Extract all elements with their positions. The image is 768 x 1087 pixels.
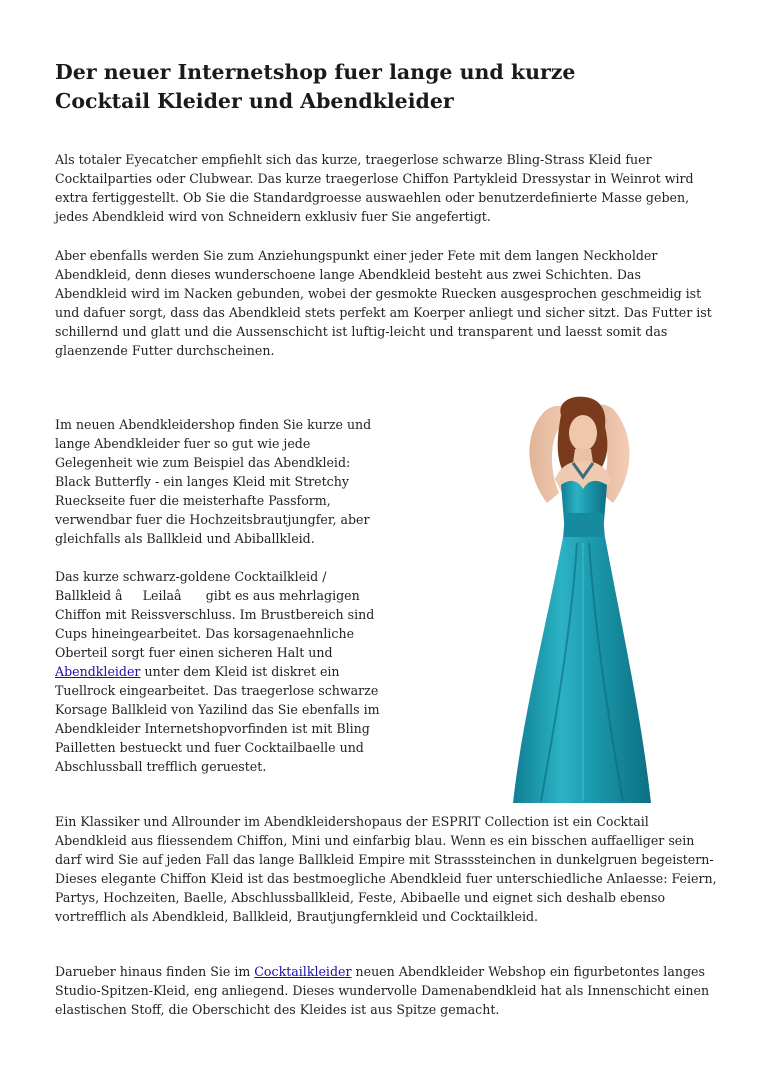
paragraph-4 <box>55 567 385 776</box>
dress-waist <box>563 513 605 539</box>
neck <box>573 449 593 463</box>
dress-model-photo <box>485 393 675 811</box>
paragraph-5: Ein Klassiker und Allrounder im Abendkleidershopaus der ESPRIT Collection ist ein Cocktail Abendkleid aus fliessendem Chiffon, Mini und einfarbig blau. Wenn es ein bisschen auffaelliger sein darf wird Sie auf jeden Fall das lange Ballkleid Empire mit Strasssteinchen in dunkelgruen begeistern- Dieses elegante Chiffon Kleid ist das bestmoegliche Abendkleid fuer unterschiedliche Anlaesse: Feiern, Partys, Hochzeiten, Baelle, Abschlussballkleid, Feste, Abibaelle und eignet sich deshalb ebenso vortrefflich als Abendkleid, Ballkleid, Brautjungfernkleid und Cocktailkleid. <box>55 814 717 924</box>
paragraph-4-text-a: Das kurze schwarz-goldene Cocktailkleid / Ballkleid âLeilaâ gibt es aus mehrlagigen Chiffon mit Reissverschluss. Im Brustbereich sind Cups hineingearbeitet. Das korsagenaehnliche Oberteil sorgt fuer einen sicheren Halt und <box>55 569 375 660</box>
paragraph-6-text-a: Darueber hinaus finden Sie im <box>55 964 255 979</box>
paragraph-1: Als totaler Eyecatcher empfiehlt sich das kurze, traegerlose schwarze Bling-Strass Kleid fuer Cocktailparties oder Clubwear. Das kurze traegerlose Chiffon Partykleid Dressystar in Weinrot wird extra fertiggestellt. Ob Sie die Standardgroesse auswaehlen oder benutzerdefinierte Masse geben, jedes Abendkleid wird von Schneidern exklusiv fuer Sie angefertigt. <box>55 152 694 224</box>
paragraph-6 <box>55 962 715 1019</box>
paragraph-6-text-b: neuen Abendkleider Webshop ein figurbetontes langes Studio-Spitzen-Kleid, eng anliegend. Dieses wundervolle Damenabendkleid hat als Innenschicht einen elastischen Stoff, die Oberschicht des Kleides ist aus Spitze gemacht. <box>55 964 710 1017</box>
paragraph-4-text-b: unter dem Kleid ist diskret ein Tuellrock eingearbeitet. Das traegerlose schwarze Korsage Ballkleid von Yazilind das Sie ebenfalls im Abendkleider Internetshopvorfinden ist mit Bling Pailletten bestueckt und fuer Cocktailbaelle und Abschlussball trefflich geruestet. <box>55 664 380 774</box>
cocktailkleider-link[interactable]: Cocktailkleider <box>254 964 352 979</box>
paragraph-2: Aber ebenfalls werden Sie zum Anziehungspunkt einer jeder Fete mit dem langen Neckholder Abendkleid, denn dieses wunderschoene lange Abendkleid besteht aus zwei Schichten. Das Abendkleid wird im Nacken gebunden, wobei der gesmokte Ruecken ausgesprochen geschmeidig ist und dafuer sorgt, dass das Abendkleid stets perfekt am Koerper anliegt und sicher sitzt. Das Futter ist schillernd und glatt und die Aussenschicht ist luftig-leicht und transparent und laesst somit das glaenzende Futter durchscheinen. <box>55 248 712 358</box>
paragraph-3: Im neuen Abendkleidershop finden Sie kurze und lange Abendkleider fuer so gut wie jede Gelegenheit wie zum Beispiel das Abendkleid: Black Butterfly - ein langes Kleid mit Stretchy Rueckseite fuer die meisterhafte Passform, verwendbar fuer die Hochzeitsbrautjungfer, aber gleichfalls als Ballkleid und Abiballkleid. <box>55 417 372 546</box>
abendkleider-link[interactable]: Abendkleider <box>55 664 141 679</box>
page-title: Der neuer Internetshop fuer lange und kurze Cocktail Kleider und Abendkleider <box>55 60 576 113</box>
face <box>569 415 597 451</box>
